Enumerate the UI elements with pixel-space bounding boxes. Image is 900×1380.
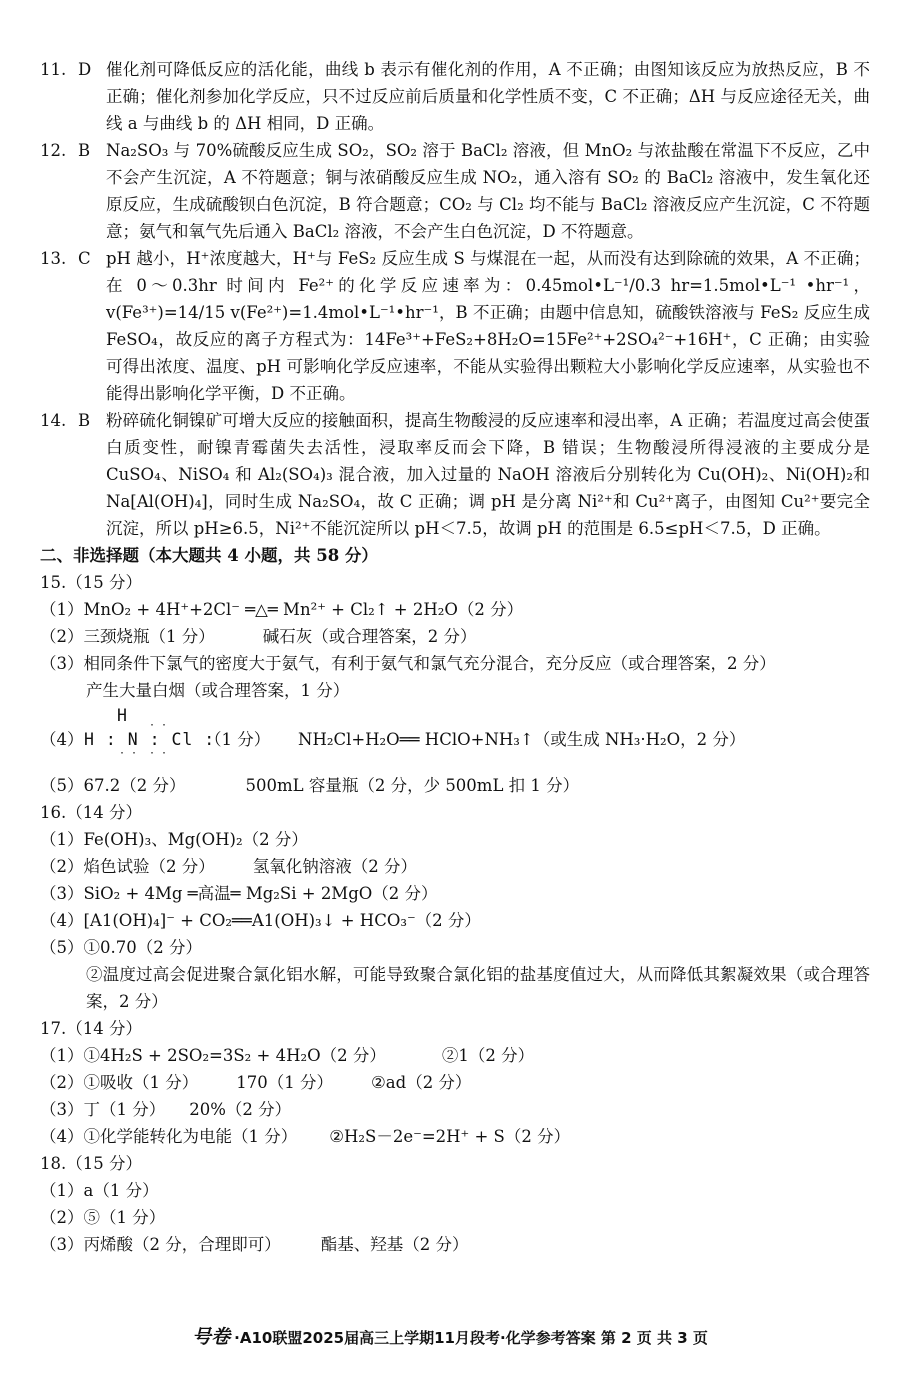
electron-dot: · ·: [149, 748, 168, 759]
explanation: pH 越小，H⁺浓度越大，H⁺与 FeS₂ 反应生成 S 与煤混在一起，从而没有达到除硫的效果，A 不正确；在 0～0.3hr 时间内 Fe²⁺的化学反应速率为：0.45mol•L⁻¹/0.3 hr=1.5mol•L⁻¹ •hr⁻¹，v(Fe³⁺)=14/15 v(Fe²⁺)=1.4mol•L⁻¹•hr⁻¹，B 不正确；由题中信息知，硫酸铁溶液与 FeS₂ 反应生成 FeSO₄，故反应的离子方程式为：14Fe³⁺+FeS₂+8H₂O=15Fe²⁺+2SO₄²⁻+16H⁺，C 正确；由实验可得出浓度、温度、pH 可影响化学反应速率，不能从实验得出颗粒大小影响化学反应速率，从实验也不能得出影响化学平衡，D 不正确。: [106, 249, 870, 403]
answer-letter: D: [78, 60, 92, 79]
explanation: 催化剂可降低反应的活化能，曲线 b 表示有催化剂的作用，A 不正确；由图知该反应为放热反应，B 不正确；催化剂参加化学反应，只不过反应前后质量和化学性质不变，C 不正确；ΔH 与反应途径无关，曲线 a 与曲线 b 的 ΔH 相同，D 正确。: [106, 60, 870, 133]
q17-part2-c: ②ad（2 分）: [371, 1073, 472, 1092]
q17-part3: [40, 1096, 870, 1123]
q17-part1-b: ②1（2 分）: [441, 1046, 535, 1065]
q18-part3-a: （3）丙烯酸（2 分，合理即可）: [40, 1235, 281, 1254]
question-number: 13.: [40, 249, 67, 268]
page-footer: [0, 1322, 900, 1349]
q15-part2-a: （2）三颈烧瓶（1 分）: [40, 627, 215, 646]
q15-part5-b: 500mL 容量瓶（2 分，少 500mL 扣 1 分）: [245, 776, 580, 795]
answer-content: [40, 56, 870, 1258]
q15-part4: [40, 704, 870, 764]
electron-dot: · ·: [149, 720, 168, 731]
q16-part3: （3）SiO₂ + 4Mg ═高温═ Mg₂Si + 2MgO（2 分）: [40, 884, 438, 903]
explanation: Na₂SO₃ 与 70%硫酸反应生成 SO₂，SO₂ 溶于 BaCl₂ 溶液，但 MnO₂ 与浓盐酸在常温下不反应，乙中不会产生沉淀，A 不符题意；铜与浓硝酸反应生成 NO₂，通入溶有 SO₂ 的 BaCl₂ 溶液中，发生氧化还原反应，生成硫酸钡白色沉淀，B 符合题意；CO₂ 与 Cl₂ 均不能与 BaCl₂ 溶液反应产生沉淀，C 不符题意；氨气和氧气先后通入 BaCl₂ 溶液，不会产生白色沉淀，D 不符题意。: [106, 141, 870, 241]
explanation: 粉碎硫化铜镍矿可增大反应的接触面积，提高生物酸浸的反应速率和浸出率，A 正确；若温度过高会使蛋白质变性，耐镍青霉菌失去活性，浸取率反而会下降，B 错误；生物酸浸所得浸液的主要成分是 CuSO₄、NiSO₄ 和 Al₂(SO₄)₃ 混合液，加入过量的 NaOH 溶液后分别转化为 Cu(OH)₂、Ni(OH)₂和 Na[Al(OH)₄]，同时生成 Na₂SO₄，故 C 正确；调 pH 是分离 Ni²⁺和 Cu²⁺离子，由图知 Cu²⁺要完全沉淀，所以 pH≥6.5，Ni²⁺不能沉淀所以 pH＜7.5，故调 pH 的范围是 6.5≤pH＜7.5，D 正确。: [106, 411, 870, 538]
q15-part5-a: （5）67.2（2 分）: [40, 776, 186, 795]
brand-logo: 号卷: [192, 1326, 231, 1348]
q16-part2-a: （2）焰色试验（2 分）: [40, 857, 215, 876]
q17-part2-b: 170（1 分）: [236, 1073, 333, 1092]
q17-part1-a: （1）①4H₂S + 2SO₂=3S₂ + 4H₂O（2 分）: [40, 1046, 386, 1065]
q15-part3: （3）相同条件下氯气的密度大于氨气，有利于氨气和氯气充分混合，充分反应（或合理答案，2 分）: [40, 654, 776, 673]
q17-part1: [40, 1042, 870, 1069]
q17-part4-a: （4）①化学能转化为电能（1 分）: [40, 1127, 298, 1146]
q17-part4: [40, 1123, 870, 1150]
electron-formula-main: H : N : Cl :: [84, 730, 216, 749]
answer-letter: B: [78, 411, 91, 430]
question-number: 11.: [40, 60, 67, 79]
q18-heading: 18.（15 分）: [40, 1154, 142, 1173]
electron-formula-top-h: H: [117, 706, 127, 725]
q16-part5-b: ②温度过高会促进聚合氯化铝水解，可能导致聚合氯化铝的盐基度值过大，从而降低其絮凝效果（或合理答案，2 分）: [86, 965, 870, 1011]
q15-part2: [40, 623, 870, 650]
q15-part2-b: 碱石灰（或合理答案，2 分）: [262, 627, 477, 646]
q17-part4-b: ②H₂S－2e⁻=2H⁺ + S（2 分）: [329, 1127, 571, 1146]
q18-part3: [40, 1231, 870, 1258]
q18-part1: （1）a（1 分）: [40, 1181, 159, 1200]
q15-heading: 15.（15 分）: [40, 573, 142, 592]
q15-part5: [40, 772, 870, 799]
q16-part2-b: 氢氧化钠溶液（2 分）: [252, 857, 417, 876]
q18-part3-b: 酯基、羟基（2 分）: [320, 1235, 469, 1254]
footer-text: ·A10联盟2025届高三上学期11月段考·化学参考答案 第 2 页 共 3 页: [234, 1329, 708, 1347]
question-11: [40, 56, 870, 137]
q16-part5: （5）①0.70（2 分）: [40, 938, 202, 957]
q16-part4: （4）[A1(OH)₄]⁻ + CO₂══A1(OH)₃↓ + HCO₃⁻（2 分）: [40, 911, 481, 930]
q16-heading: 16.（14 分）: [40, 803, 142, 822]
question-14: [40, 407, 870, 542]
q18-part2: （2）⑤（1 分）: [40, 1208, 166, 1227]
question-number: 14.: [40, 411, 67, 430]
q15-part4-b: NH₂Cl+H₂O══ HClO+NH₃↑（或生成 NH₃·H₂O，2 分）: [298, 730, 746, 749]
q15-part3-b: 产生大量白烟（或合理答案，1 分）: [86, 681, 350, 700]
q15-part4-score: （1 分）: [205, 730, 271, 749]
q15-part4-label: （4）: [40, 730, 84, 749]
question-12: [40, 137, 870, 245]
question-13: [40, 245, 870, 407]
section-heading: 二、非选择题（本大题共 4 小题，共 58 分）: [40, 546, 378, 565]
q17-heading: 17.（14 分）: [40, 1019, 142, 1038]
question-number: 12.: [40, 141, 67, 160]
q15-part1: （1）MnO₂ + 4H⁺+2Cl⁻ ═△═ Mn²⁺ + Cl₂↑ + 2H₂O（2 分）: [40, 600, 524, 619]
answer-letter: C: [78, 249, 91, 268]
electron-formula: [84, 704, 216, 764]
q16-part1: （1）Fe(OH)₃、Mg(OH)₂（2 分）: [40, 830, 308, 849]
electron-dot: · ·: [119, 748, 138, 759]
q17-part3-a: （3）丁（1 分）: [40, 1100, 166, 1119]
q17-part3-b: 20%（2 分）: [189, 1100, 292, 1119]
answer-letter: B: [78, 141, 91, 160]
q17-part2-a: （2）①吸收（1 分）: [40, 1073, 199, 1092]
q16-part2: [40, 853, 870, 880]
q17-part2: [40, 1069, 870, 1096]
